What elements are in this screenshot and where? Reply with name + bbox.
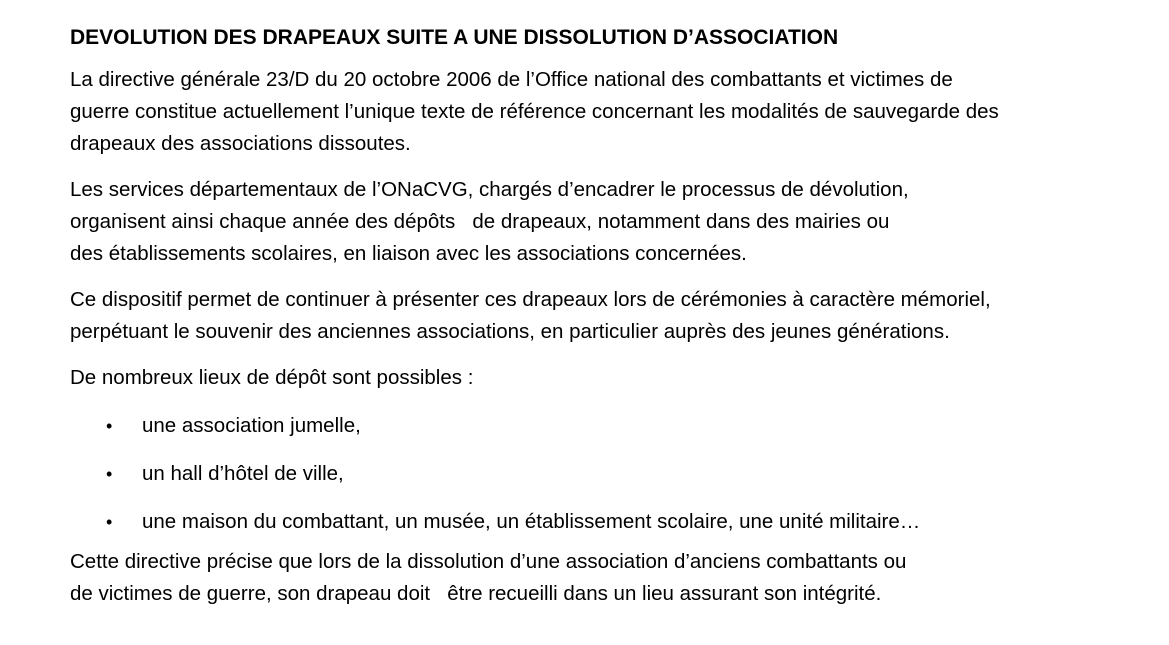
- paragraph-line: perpétuant le souvenir des anciennes associations, en particulier auprès des jeunes générations.: [70, 320, 950, 343]
- paragraph-directive: [70, 64, 1159, 160]
- bullet-icon: [106, 506, 112, 538]
- list-item: [70, 410, 1159, 442]
- paragraph-line: guerre constitue actuellement l’unique texte de référence concernant les modalités de sauvegarde des: [70, 100, 999, 123]
- bullet-icon: [106, 410, 112, 442]
- paragraph-line: Cette directive précise que lors de la dissolution d’une association d’anciens combattants ou: [70, 550, 907, 573]
- list-item-text: une association jumelle,: [142, 414, 361, 437]
- paragraph-lieux-intro: [70, 362, 1159, 394]
- bullet-icon: [106, 458, 112, 490]
- paragraph-line: des établissements scolaires, en liaison avec les associations concernées.: [70, 242, 747, 265]
- list-item-text: une maison du combattant, un musée, un établissement scolaire, une unité militaire…: [142, 510, 921, 533]
- paragraph-line: De nombreux lieux de dépôt sont possibles :: [70, 366, 474, 389]
- list-item-text: un hall d’hôtel de ville,: [142, 462, 344, 485]
- paragraph-line: organisent ainsi chaque année des dépôts de drapeaux, notamment dans des mairies ou: [70, 210, 890, 233]
- list-item: [70, 458, 1159, 490]
- paragraph-line: Ce dispositif permet de continuer à présenter ces drapeaux lors de cérémonies à caractère mémoriel,: [70, 288, 991, 311]
- paragraph-dispositif: [70, 284, 1159, 348]
- paragraph-line: de victimes de guerre, son drapeau doit être recueilli dans un lieu assurant son intégrité.: [70, 582, 882, 605]
- paragraph-line: La directive générale 23/D du 20 octobre 2006 de l’Office national des combattants et victimes de: [70, 68, 953, 91]
- document-title: DEVOLUTION DES DRAPEAUX SUITE A UNE DISSOLUTION D’ASSOCIATION: [70, 26, 839, 49]
- lieux-list: [70, 410, 1159, 538]
- paragraph-line: Les services départementaux de l’ONaCVG, chargés d’encadrer le processus de dévolution,: [70, 178, 909, 201]
- list-item: [70, 506, 1159, 538]
- paragraph-services: [70, 174, 1159, 270]
- paragraph-line: drapeaux des associations dissoutes.: [70, 132, 411, 155]
- paragraph-closing: [70, 546, 1159, 610]
